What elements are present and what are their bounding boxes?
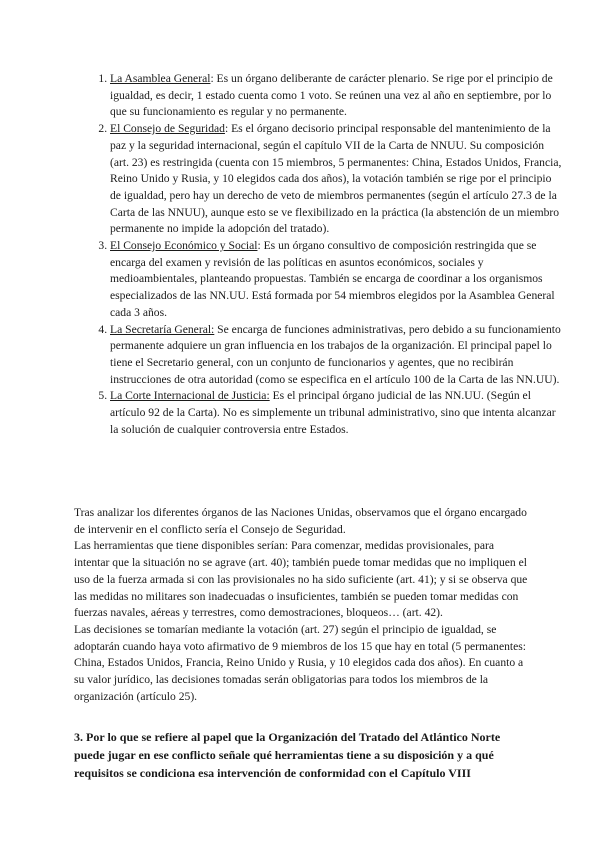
- list-item-economic-social-council: [110, 238, 562, 322]
- organ-description: : Es el órgano decisorio principal responsable del mantenimiento de la paz y la seguridad internacional, según el capítulo VII de la Carta de NNUU. Su composición (art. 23) es restringida (cuenta con 15 miembros, 5 permanentes: China, Estados Unidos, Francia, Reino Unido y Rusia, y 10 elegidos cada dos años), la votación también se rige por el principio de igualdad, pero hay un derecho de veto de miembros permanentes (según el artículo 27.3 de la Carta de las NNUU), aunque esto se ve flexibilizado en la práctica (la abstención de un miembro permanente no impide la adopción del tratado).: [110, 122, 562, 236]
- paragraph-tools: Las herramientas que tiene disponibles serían: Para comenzar, medidas provisionales, para intentar que la situación no se agrave (art. 40); también puede tomar medidas que no impliquen el uso de la fuerza armada si con las provisionales no ha sido suficiente (art. 41); y si se observa que las medidas no militares son inadecuadas o insuficientes, también se pueden tomar medidas con fuerzas navales, aéreas y terrestres, como demostraciones, bloqueos… (art. 42).: [74, 539, 528, 620]
- organ-description: Se encarga de funciones administrativas, pero debido a su funcionamiento permanente adquiere un gran influencia en los trabajos de la organización. El principal papel lo tiene el Secretario general, con un conjunto de funcionarios y agentes, que no recibirán instrucciones de otra autoridad (como se especifica en el artículo 100 de la Carta de las NN.UU).: [110, 322, 561, 386]
- organ-name: La Asamblea General: [110, 72, 211, 85]
- paragraph-conclusion: Tras analizar los diferentes órganos de las Naciones Unidas, observamos que el órgano encargado de intervenir en el conflicto sería el Consejo de Seguridad.: [74, 506, 527, 536]
- analysis-body: [74, 505, 528, 705]
- organ-name: La Corte Internacional de Justicia:: [110, 389, 270, 403]
- list-item-secretariat: [110, 322, 562, 389]
- paragraph-decisions: Las decisiones se tomarían mediante la votación (art. 27) según el principio de igualdad, se adoptarán cuando haya voto afirmativo de 9 miembros de los 15 que hay en total (5 permanentes: China, Estados Unidos, Francia, Reino Unido y Rusia, y 10 elegidos cada dos años). En cuanto a su valor jurídico, las decisiones tomadas serán obligatorias para todos los miembros de la organización (artículo 25).: [74, 622, 527, 703]
- list-item-security-council: [110, 121, 562, 238]
- list-item-general-assembly: [110, 71, 562, 121]
- organ-description: : Es un órgano consultivo de composición restringida que se encarga del examen y revisión de las políticas en asuntos económicos, sociales y medioambientales, planteando propuestas. También se encarga de coordinar a los organismos especializados de las NN.UU. Está formada por 54 miembros elegidos por la Asamblea General cada 3 años.: [110, 239, 555, 319]
- organ-description: : Es un órgano deliberante de carácter plenario. Se rige por el principio de igualdad, es decir, 1 estado cuenta como 1 voto. Se reúnen una vez al año en septiembre, por lo que su funcionamiento es regular y no permanente.: [110, 72, 553, 119]
- list-item-international-court: [110, 388, 562, 438]
- organ-name: La Secretaría General:: [110, 322, 215, 336]
- organ-name: El Consejo de Seguridad: [110, 122, 225, 136]
- organ-description: Es el principal órgano judicial de las NN.UU. (Según el artículo 92 de la Carta). No es simplemente un tribunal administrativo, sino que intenta alcanzar la solución de cualquier controversia entre Estados.: [110, 389, 556, 436]
- un-organs-list: [74, 71, 562, 438]
- organ-name: El Consejo Económico y Social: [110, 239, 258, 253]
- question-heading: 3. Por lo que se refiere al papel que la Organización del Tratado del Atlántico Norte puede jugar en ese conflicto señale qué herramientas tiene a su disposición y a qué requisitos se condiciona esa intervención de conformidad con el Capítulo VIII: [74, 730, 501, 780]
